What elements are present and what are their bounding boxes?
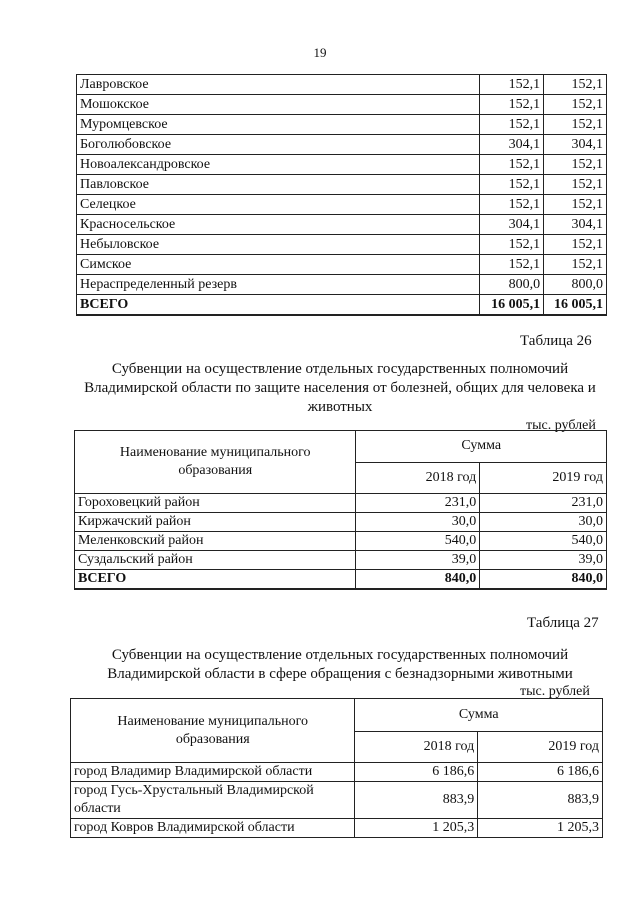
table-26-title: [60, 360, 620, 417]
amount-2018: 540,0: [356, 532, 480, 551]
table-row: [71, 763, 603, 782]
header-name-line: образования: [175, 731, 250, 747]
amount-2019: 39,0: [480, 551, 607, 570]
header-sum: Сумма: [355, 699, 603, 732]
name-line: области: [74, 801, 121, 816]
title-line: животных: [307, 399, 373, 415]
amount-2019: 304,1: [544, 215, 607, 235]
total-2018: 16 005,1: [480, 295, 544, 316]
header-row: [75, 431, 607, 463]
title-line: Субвенции на осуществление отдельных государственных полномочий: [111, 647, 569, 663]
municipality-name: [71, 782, 355, 819]
title-line: Владимирской области по защите населения от болезней, общих для человека и: [84, 380, 596, 396]
amount-2018: 152,1: [480, 175, 544, 195]
units-label: тыс. рублей: [526, 418, 596, 433]
municipality-name: Павловское: [77, 175, 480, 195]
table-row: [77, 95, 607, 115]
municipality-name: город Владимир Владимирской области: [71, 763, 355, 782]
table-row: [71, 782, 603, 819]
title-line: Владимирской области в сфере обращения с безнадзорными животными: [107, 666, 573, 682]
table-row: [71, 819, 603, 838]
amount-2019: 30,0: [480, 513, 607, 532]
table-row: [77, 235, 607, 255]
header-row: [71, 699, 603, 732]
amount-2019: 152,1: [544, 175, 607, 195]
total-row: [75, 570, 607, 590]
amount-2019: 231,0: [480, 494, 607, 513]
amount-2019: 800,0: [544, 275, 607, 295]
amount-2019: 1 205,3: [478, 819, 603, 838]
table-row: [77, 175, 607, 195]
table-row: [77, 115, 607, 135]
amount-2018: 304,1: [480, 135, 544, 155]
municipality-name: Муромцевское: [77, 115, 480, 135]
municipality-name: Мошокское: [77, 95, 480, 115]
table-26-label: Таблица 26: [520, 333, 592, 349]
header-name-line: Наименование муниципального: [119, 445, 311, 460]
header-2018: 2018 год: [355, 732, 478, 763]
amount-2018: 231,0: [356, 494, 480, 513]
table-row: [77, 255, 607, 275]
page-number: 19: [313, 45, 327, 60]
amount-2018: 30,0: [356, 513, 480, 532]
table-row: [75, 532, 607, 551]
amount-2018: 152,1: [480, 195, 544, 215]
allocation-table-continued: [76, 74, 607, 316]
amount-2018: 152,1: [480, 115, 544, 135]
total-row: [77, 295, 607, 316]
table-27-title: [60, 646, 620, 684]
table-row: [77, 215, 607, 235]
municipality-name: Суздальский район: [75, 551, 356, 570]
name-line: город Гусь-Хрустальный Владимирской: [74, 783, 314, 798]
amount-2018: 152,1: [480, 95, 544, 115]
header-2018: 2018 год: [356, 462, 480, 494]
amount-2018: 800,0: [480, 275, 544, 295]
table-row: [75, 551, 607, 570]
table-row: [77, 75, 607, 95]
municipality-name: Гороховецкий район: [75, 494, 356, 513]
amount-2019: 152,1: [544, 95, 607, 115]
table-row: [77, 155, 607, 175]
municipality-name: Киржачский район: [75, 513, 356, 532]
municipality-name: Селецкое: [77, 195, 480, 215]
amount-2018: 152,1: [480, 155, 544, 175]
municipality-name: Лавровское: [77, 75, 480, 95]
amount-2019: 304,1: [544, 135, 607, 155]
header-name-cell: [71, 699, 355, 763]
table-row: [77, 195, 607, 215]
amount-2019: 540,0: [480, 532, 607, 551]
header-sum: Сумма: [356, 431, 607, 463]
header-2019: 2019 год: [480, 462, 607, 494]
municipality-name: Новоалександровское: [77, 155, 480, 175]
table-row: [75, 494, 607, 513]
total-2019: 16 005,1: [544, 295, 607, 316]
header-2019: 2019 год: [478, 732, 603, 763]
municipality-name: Боголюбовское: [77, 135, 480, 155]
table-row: [77, 135, 607, 155]
municipality-name: Меленковский район: [75, 532, 356, 551]
municipality-name: Симское: [77, 255, 480, 275]
header-name-line: Наименование муниципального: [117, 713, 309, 729]
amount-2018: 152,1: [480, 75, 544, 95]
municipality-name: Красносельское: [77, 215, 480, 235]
total-label: ВСЕГО: [75, 570, 356, 590]
table-26: [74, 430, 607, 590]
municipality-name: город Ковров Владимирской области: [71, 819, 355, 838]
table-row: [75, 513, 607, 532]
amount-2018: 152,1: [480, 235, 544, 255]
amount-2019: 152,1: [544, 235, 607, 255]
header-name-cell: [75, 431, 356, 494]
total-2019: 840,0: [480, 570, 607, 590]
amount-2018: 39,0: [356, 551, 480, 570]
municipality-name: Нераспределенный резерв: [77, 275, 480, 295]
amount-2019: 152,1: [544, 155, 607, 175]
amount-2018: 152,1: [480, 255, 544, 275]
units-label: тыс. рублей: [520, 684, 590, 699]
table-27: [70, 698, 603, 838]
amount-2019: 152,1: [544, 115, 607, 135]
amount-2019: 883,9: [478, 782, 603, 819]
table-row: [77, 275, 607, 295]
municipality-name: Небыловское: [77, 235, 480, 255]
amount-2018: 304,1: [480, 215, 544, 235]
total-2018: 840,0: [356, 570, 480, 590]
total-label: ВСЕГО: [77, 295, 480, 316]
amount-2019: 152,1: [544, 75, 607, 95]
amount-2019: 152,1: [544, 255, 607, 275]
amount-2019: 6 186,6: [478, 763, 603, 782]
header-name-line: образования: [178, 463, 253, 478]
table-27-label: Таблица 27: [527, 615, 599, 631]
amount-2018: 883,9: [355, 782, 478, 819]
amount-2018: 1 205,3: [355, 819, 478, 838]
amount-2019: 152,1: [544, 195, 607, 215]
amount-2018: 6 186,6: [355, 763, 478, 782]
title-line: Субвенции на осуществление отдельных государственных полномочий: [111, 361, 569, 377]
